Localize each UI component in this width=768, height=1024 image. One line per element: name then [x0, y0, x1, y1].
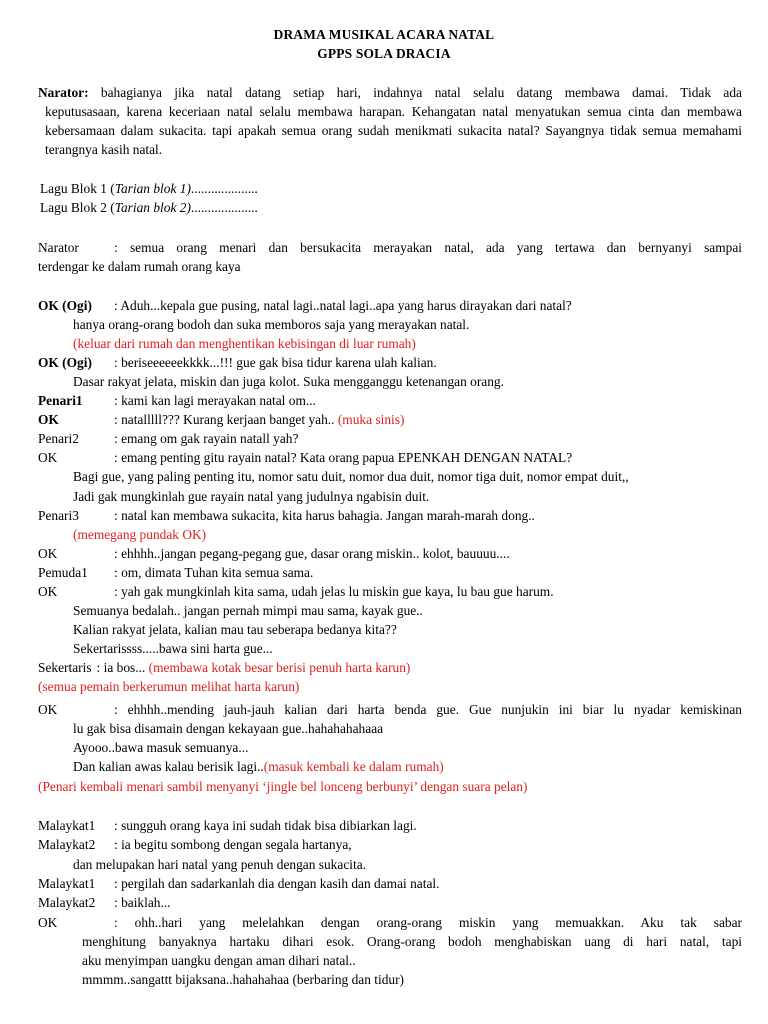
dialogue-line: [38, 582, 742, 601]
dialogue-text: : om, dimata Tuhan kita semua sama.: [114, 564, 314, 580]
dialogue-text: : yah gak mungkinlah kita sama, udah jelas lu miskin gue kaya, lu bau gue harum.: [114, 583, 554, 599]
song-italic: Tarian blok 2): [114, 200, 191, 215]
stage-direction: (masuk kembali ke dalam rumah): [263, 759, 444, 775]
dialogue-line: [38, 835, 742, 854]
dialogue-text: : semua orang menari dan bersukacita merayakan natal, ada yang tertawa dan bernyanyi sampai: [114, 240, 742, 255]
stage-direction: (semua pemain berkerumun melihat harta karun): [38, 679, 300, 694]
dialogue-continuation: [73, 757, 444, 776]
speaker-name: Malaykat2: [38, 895, 96, 911]
song-dots: ....................: [190, 181, 258, 196]
song-line: [40, 179, 744, 198]
dialogue-text: Semuanya bedalah.. jangan pernah mimpi mau sama, kayak gue..: [73, 602, 423, 618]
speaker-name: Malaykat2: [38, 837, 96, 853]
stage-direction: (memegang pundak OK): [73, 526, 207, 542]
dialogue-text-cont: lu gak bisa disamain dengan kekayaan gue..hahahahahaaa: [73, 721, 384, 736]
song-italic: Tarian blok 1): [114, 181, 191, 196]
dialogue-line: [38, 410, 742, 429]
intro-line1: bahagianya jika natal datang setiap hari, indahnya natal selalu datang membawa damai. Tidak ada: [88, 85, 742, 100]
dialogue-continuation: [73, 601, 423, 620]
dialogue-text-cont: aku menyimpan uangku dengan aman dihari natal..: [82, 953, 356, 968]
dialogue-text-cont: terdengar ke dalam rumah orang kaya: [38, 259, 241, 274]
speaker-name: Malaykat1: [38, 875, 96, 891]
dialogue-text: : natal kan membawa sukacita, kita harus bahagia. Jangan marah-marah dong..: [114, 507, 535, 523]
speaker-name: OK: [38, 545, 58, 561]
dialogue-text: dan melupakan hari natal yang penuh dengan sukacita.: [73, 856, 366, 872]
dialogue-continuation: [73, 467, 629, 486]
speaker-name: Penari3: [38, 507, 79, 523]
dialogue-text: : kami kan lagi merayakan natal om...: [114, 393, 316, 409]
dialogue-continuation: [73, 487, 429, 506]
dialogue-line: [38, 448, 742, 467]
dialogue-text: Jadi gak mungkinlah gue rayain natal yang judulnya ngabisin duit.: [73, 488, 430, 504]
dialogue-continuation: [73, 372, 504, 391]
dialogue-text: : ehhhh..jangan pegang-pegang gue, dasar orang miskin.. kolot, bauuuu....: [114, 545, 510, 561]
dialogue-line: [38, 658, 742, 677]
dialogue-text: : Aduh...kepala gue pusing, natal lagi..natal lagi..apa yang harus dirayakan dari natal?: [114, 298, 572, 313]
speaker-name: Narator: [38, 240, 79, 255]
dialogue-text-cont: menghitung banyaknya hartaku dihari esok. Orang-orang bodoh menghabiskan uang di hari natal, tapi: [82, 934, 742, 949]
dialogue-line: [38, 893, 742, 912]
dialogue-text: : sungguh orang kaya ini sudah tidak bisa dibiarkan lagi.: [114, 818, 417, 833]
speaker-name: OK: [38, 915, 58, 930]
dialogue-text: : ia bos...: [96, 659, 149, 675]
dialogue-text: Kalian rakyat jelata, kalian mau tau seberapa bedanya kita??: [73, 621, 397, 637]
dialogue-text: Ayooo..bawa masuk semuanya...: [73, 740, 249, 755]
speaker-name: Malaykat1: [38, 818, 96, 833]
dialogue-text: : ia begitu sombong dengan segala hartanya,: [114, 837, 352, 853]
document-subtitle: GPPS SOLA DRACIA: [317, 46, 451, 61]
dialogue-text-cont: mmmm..sangattt bijaksana..hahahahaa (berbaring dan tidur): [82, 972, 405, 987]
speaker-name: OK (Ogi): [38, 298, 92, 313]
speaker-name: Sekertaris: [38, 659, 92, 675]
dialogue-text: : emang om gak rayain natall yah?: [114, 431, 299, 447]
dialogue-continuation: [73, 620, 397, 639]
intro-speaker: Narator:: [38, 85, 89, 100]
speaker-name: Penari1: [38, 393, 83, 409]
dialogue-line: [38, 296, 742, 315]
speaker-name: Penari2: [38, 431, 79, 447]
dialogue-line: [38, 544, 742, 563]
dialogue-text: : beriseeeeeekkkk...!!! gue gak bisa tidur karena ulah kalian.: [114, 355, 437, 371]
speaker-name: OK (Ogi): [38, 355, 92, 371]
intro-first-line: [38, 83, 742, 102]
dialogue-text: Bagi gue, yang paling penting itu, nomor satu duit, nomor dua duit, nomor tiga duit, nomor empat duit,,: [73, 469, 629, 485]
narator-line: [38, 238, 742, 276]
speaker-name: Pemuda1: [38, 564, 88, 580]
dialogue-continuation: [73, 315, 469, 334]
speaker-name: OK: [38, 583, 58, 599]
song-line: [40, 198, 744, 217]
dialogue-text: Dasar rakyat jelata, miskin dan juga kolot. Suka mengganggu ketenangan orang.: [73, 374, 504, 390]
dialogue-text: : natalllll??? Kurang kerjaan banget yah..: [114, 412, 338, 428]
dialogue-line: [38, 391, 742, 410]
song-label: Lagu Blok 2 (: [40, 200, 115, 215]
ok-long-line: [38, 700, 742, 738]
dialogue-text: : emang penting gitu rayain natal? Kata orang papua EPENKAH DENGAN NATAL?: [114, 450, 573, 466]
intro-rest: keputusasaan, karena keceriaan natal selalu membawa harapan. Kehangatan natal menyatukan semua cinta dan membawa kebersamaan dalam sukacita. tapi apakah semua orang sudah menikmati sukacita natal? Sayangnya tidak semua memahami terangnya kasih natal.: [45, 104, 742, 157]
stage-direction: (Penari kembali menari sambil menyanyi ‘jingle bel lonceng berbunyi’ dengan suara pelan): [38, 778, 528, 794]
song-dots: ....................: [190, 200, 258, 215]
dialogue-text: : ehhhh..mending jauh-jauh kalian dari harta benda gue. Gue nunjukin ini biar lu nyadar kemiskinan: [114, 702, 742, 717]
stage-direction: (muka sinis): [337, 412, 405, 428]
document-title: DRAMA MUSIKAL ACARA NATAL: [273, 27, 495, 42]
dialogue-text: hanya orang-orang bodoh dan suka memboros saja yang merayakan natal.: [73, 317, 470, 333]
stage-direction: (keluar dari rumah dan menghentikan kebisingan di luar rumah): [73, 336, 416, 352]
intro-paragraph: [38, 83, 742, 159]
dialogue-text: Dan kalian awas kalau berisik lagi..: [73, 759, 264, 775]
dialogue-text: : pergilah dan sadarkanlah dia dengan kasih dan damai natal.: [114, 875, 440, 891]
dialogue-line: [38, 816, 742, 835]
dialogue-text: : baiklah...: [114, 895, 171, 911]
dialogue-line: [38, 563, 742, 582]
dialogue-text: Sekertarissss.....bawa sini harta gue...: [73, 640, 273, 656]
dialogue-continuation: [73, 738, 248, 757]
speaker-name: OK: [38, 450, 58, 466]
dialogue-line: [38, 353, 742, 372]
speaker-name: OK: [38, 412, 59, 428]
dialogue-continuation: [73, 855, 366, 874]
stage-direction: (membawa kotak besar berisi penuh harta karun): [148, 659, 411, 675]
dialogue-line: [38, 506, 742, 525]
dialogue-line: [38, 429, 742, 448]
ok-final-line: [38, 913, 742, 989]
dialogue-text: : ohh..hari yang melelahkan dengan orang-orang miskin yang memuakkan. Aku tak sabar: [114, 915, 742, 930]
song-label: Lagu Blok 1 (: [40, 181, 115, 196]
dialogue-line: [38, 874, 742, 893]
speaker-name: OK: [38, 702, 58, 717]
dialogue-continuation: [73, 639, 273, 658]
